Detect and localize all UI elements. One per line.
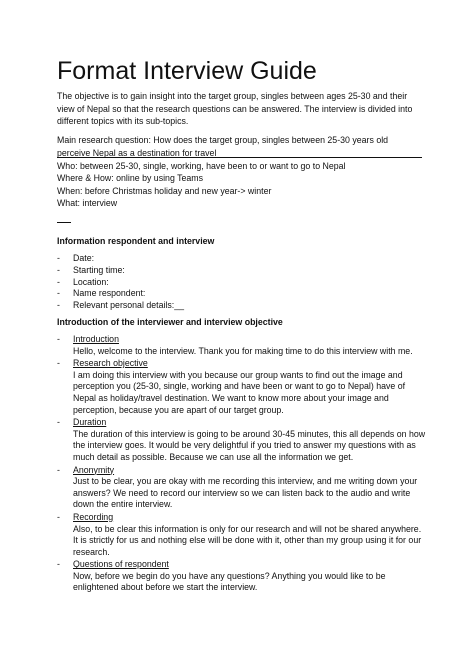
list-item (57, 417, 427, 463)
dash-bullet: - (57, 358, 60, 369)
item-personal-details: Relevant personal details:__ (73, 300, 185, 311)
list-item (57, 334, 427, 357)
item-body-questions: Now, before we begin do you have any questions? Anything you would like to be enlightened about before we start the interview. (73, 570, 386, 593)
detail-who: Who: between 25-30, single, working, have been to or want to go to Nepal (57, 161, 346, 171)
short-separator (57, 222, 71, 223)
horizontal-rule (57, 157, 422, 158)
main-research-question: Main research question: How does the target group, singles between 25-30 years old perceive Nepal as a destination for travel (57, 135, 389, 158)
list-item (57, 465, 427, 511)
item-starting-time: Starting time: (73, 264, 125, 275)
respondent-info-list (57, 253, 427, 312)
item-body-recording: Also, to be clear this information is only for our research and will not be shared anywhere. It is strictly for us and nothing else will be done with it, other than my group using it for our research. (73, 523, 422, 557)
dash-bullet: - (57, 288, 60, 299)
list-item (57, 512, 427, 558)
introduction-list (57, 334, 427, 595)
list-item (57, 559, 427, 594)
item-body-anonymity: Just to be clear, you are okay with me recording this interview, and me writing down your answers? We need to record our interview so we can listen back to the audio and write down the entire interview. (73, 476, 418, 510)
dash-bullet: - (57, 334, 60, 344)
dash-bullet: - (57, 264, 60, 275)
dash-bullet: - (57, 464, 60, 475)
dash-bullet: - (57, 511, 60, 522)
list-item (57, 277, 427, 289)
item-body-research-objective: I am doing this interview with you because our group wants to find out the image and perception you (25-30, single, working and have been or want to go to Nepal) have of Nepal as holiday/travel destination. We want to know more about your image and perception, because you are apart of our target group. (73, 369, 406, 415)
dash-bullet: - (57, 300, 60, 311)
dash-bullet: - (57, 276, 60, 287)
list-item (57, 288, 427, 300)
dash-bullet: - (57, 559, 60, 570)
intro-paragraph: The objective is to gain insight into the target group, singles between ages 25-30 and their view of Nepal so that the research questions can be answered. The interview is divided into different topics with its sub-topics. (57, 91, 413, 126)
item-name-respondent: Name respondent: (73, 288, 146, 299)
dash-bullet: - (57, 417, 60, 428)
item-title-questions: Questions of respondent (73, 559, 169, 570)
item-body-duration: The duration of this interview is going to be around 30-45 minutes, this all depends on how the interview goes. It would be very delightful if you tried to answer my questions with as much detail as possible. Because we can use all the information we get. (73, 428, 426, 462)
item-body-introduction: Hello, welcome to the interview. Thank you for making time to do this interview with me. (73, 345, 413, 356)
item-title-recording: Recording (73, 511, 114, 522)
page-title: Format Interview Guide (57, 57, 317, 85)
item-title-research-objective: Research objective (73, 358, 148, 369)
list-item (57, 253, 427, 265)
section-heading-respondent: Information respondent and interview (57, 236, 215, 246)
item-title-introduction: Introduction (73, 334, 119, 344)
list-item (57, 300, 427, 312)
detail-where-how: Where & How: online by using Teams (57, 173, 204, 184)
detail-what: What: interview (57, 197, 118, 208)
dash-bullet: - (57, 253, 60, 263)
item-title-duration: Duration (73, 417, 107, 428)
list-item (57, 358, 427, 416)
details-block (57, 160, 422, 209)
detail-when: When: before Christmas holiday and new year-> winter (57, 185, 272, 196)
section-heading-introduction: Introduction of the interviewer and interview objective (57, 317, 283, 327)
item-date: Date: (73, 253, 95, 263)
item-title-anonymity: Anonymity (73, 464, 115, 475)
item-location: Location: (73, 276, 109, 287)
list-item (57, 265, 427, 277)
